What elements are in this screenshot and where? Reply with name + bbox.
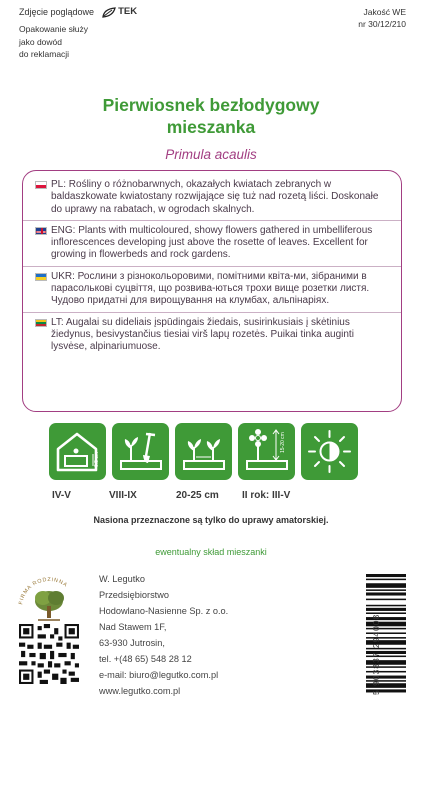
barcode-bar (366, 589, 406, 591)
ukraine-flag-icon (35, 273, 47, 281)
barcode-bar (366, 592, 406, 595)
barcode-bar (366, 574, 406, 577)
description-box (22, 170, 402, 412)
sowing-depth-label: 0.5 cm (94, 451, 100, 467)
amateur-use-note: Nasiona przeznaczone są tylko do uprawy amatorskiej. (93, 515, 329, 525)
title-line: Pierwiosnek bezłodygowy (102, 95, 320, 115)
barcode-bar (366, 608, 406, 611)
transplanting-icon (112, 423, 169, 480)
company-line: Przedsiębiorstwo (99, 590, 169, 600)
sun-partial-shade-icon (301, 423, 358, 480)
description-lt (35, 317, 391, 354)
transplanting-period-label: VIII-IX (109, 490, 137, 501)
illustrative-photo-label: Zdjęcie poglądowe (19, 7, 95, 17)
barcode-bar (366, 599, 406, 601)
lithuania-flag-icon (35, 319, 47, 327)
company-name: W. Legutko (99, 574, 145, 584)
mixture-note: ewentualny skład mieszanki (155, 547, 267, 557)
sowing-period-label: IV-V (52, 490, 71, 501)
growing-icons (49, 423, 358, 480)
tek-leaf-icon (102, 7, 116, 18)
flowering-period-label: II rok: III-V (242, 490, 291, 501)
company-phone: tel. +(48 65) 548 28 12 (99, 654, 192, 664)
description-text: LT: Augalai su dideliais įspūdingais žiedais, susirinkusiais į skėtinius žiedynus, besivystančius tiesiai virš lapų rozetės. Puikai tinka auginti lysvėse, alpinariumuose. (51, 316, 354, 353)
icon-labels (0, 490, 422, 504)
packaging-note (19, 23, 137, 61)
height-label: 15-20 cm (280, 432, 286, 453)
flowering-icon (238, 423, 295, 480)
description-text: ENG: Plants with multicoloured, showy flowers gathered in umbelliferous inflorescences developing just above the rosette of leaves. Excellent for growing in flowerbeds and rock gardens. (51, 224, 373, 261)
tek-label: TEK (118, 6, 138, 17)
barcode-digits: 5 903837 294008 (371, 613, 381, 695)
poland-flag-icon (35, 181, 47, 189)
spacing-icon (175, 423, 232, 480)
description-en (35, 225, 391, 262)
packaging-note-line: Opakowanie służy (19, 24, 88, 34)
description-pl (35, 179, 391, 216)
company-website[interactable]: www.legutko.com.pl (99, 686, 181, 696)
packaging-note-line: jako dowód (19, 36, 63, 47)
family-company-logo (16, 576, 82, 624)
logo-arc-text: FIRMA RODZINNA (18, 576, 69, 606)
qr-code[interactable] (19, 624, 79, 684)
sowing-icon (49, 423, 106, 480)
company-city: 63-930 Jutrosin, (99, 638, 165, 648)
description-ua (35, 271, 391, 308)
header-left (19, 6, 137, 61)
product-title (0, 94, 422, 138)
company-email[interactable]: e-mail: biuro@legutko.com.pl (99, 670, 219, 680)
tek-badge (102, 6, 137, 18)
barcode-bar (366, 605, 406, 607)
company-info (99, 571, 228, 699)
company-address: Nad Stawem 1F, (99, 622, 167, 632)
quality-number: nr 30/12/210 (358, 19, 406, 29)
quality-label: Jakość WE (363, 7, 406, 17)
description-text: PL: Rośliny o różnobarwnych, okazałych kwiatach zebranych w baldaszkowate kwiatostany rozwijające się tuż nad rozetą liści. Doskonałe do uprawy na rabatach, w ogrodach skalnych. (51, 179, 379, 215)
uk-flag-icon (35, 227, 47, 235)
barcode-bar (366, 583, 406, 588)
barcode-bar (366, 579, 406, 581)
company-line: Hodowlano-Nasienne Sp. z o.o. (99, 606, 229, 616)
quality-info (358, 6, 406, 30)
description-text: UKR: Рослини з різнокольоровими, помітними квіта-ми, зібраними в парасолькові суцвіття, що розвива-ються трохи вище розетки листя. Чудово придатні для вирощування на клумбах, альпінаріях. (51, 270, 370, 307)
title-line: mieszanka (166, 117, 256, 137)
packaging-note-line: do reklamacji (19, 49, 70, 59)
spacing-label: 20-25 cm (176, 490, 219, 501)
latin-name: Primula acaulis (165, 147, 257, 162)
